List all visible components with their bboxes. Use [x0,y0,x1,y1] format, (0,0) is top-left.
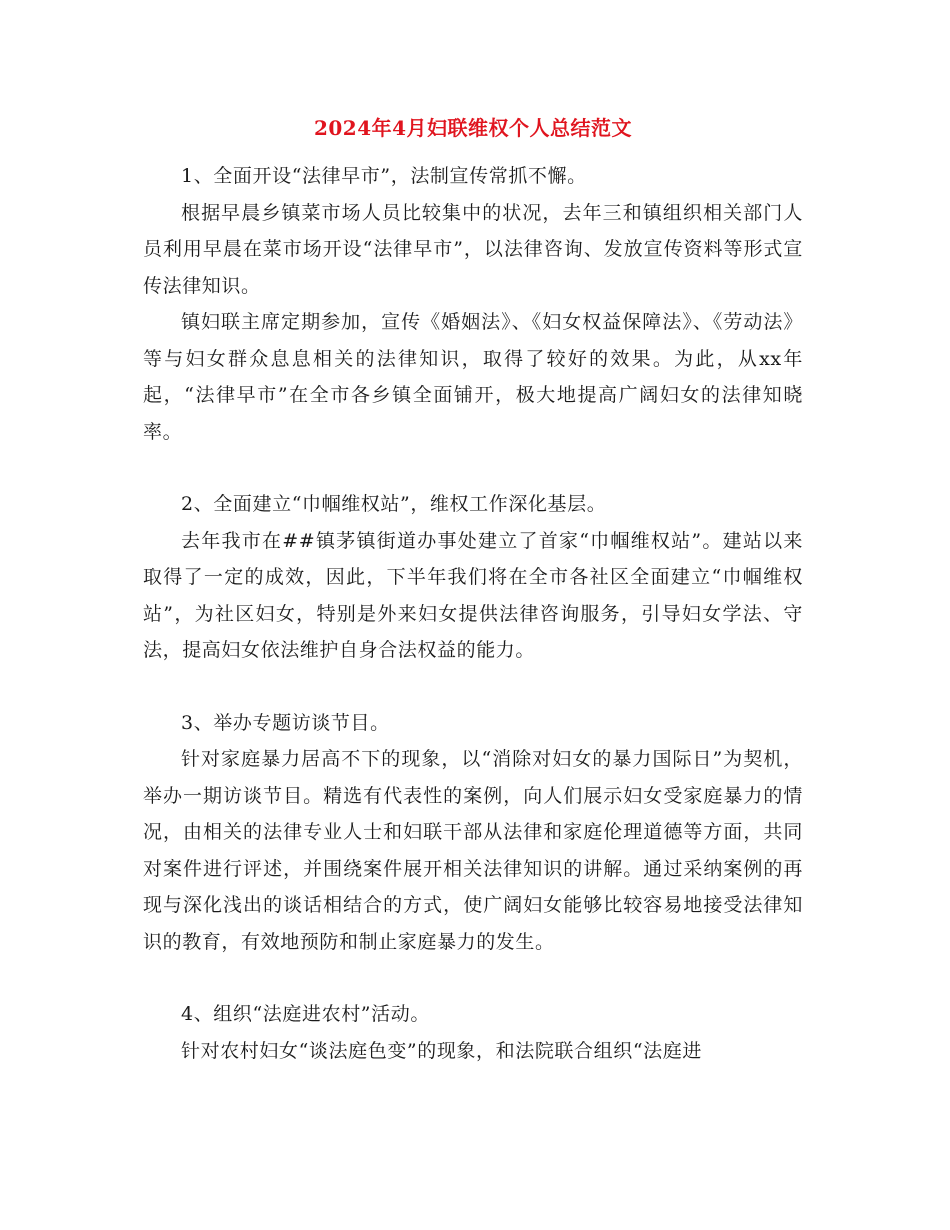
section-2 [143,486,803,669]
section-gap [143,960,803,996]
section-heading: 4、组织“法庭进农村”活动。 [181,1003,430,1025]
section-gap [143,450,803,486]
section-heading: 1、全面开设“法律早市”，法制宣传常抓不懈。 [181,165,587,187]
document-page [143,112,803,1069]
section-gap [143,669,803,705]
section-3 [143,705,803,961]
paragraph: 针对家庭暴力居高不下的现象，以“消除对妇女的暴力国际日”为契机，举办一期访谈节目。精选有代表性的案例，向人们展示妇女受家庭暴力的情况，由相关的法律专业人士和妇联干部从法律和家庭伦理道德等方面，共同对案件进行评述，并围绕案件展开相关法律知识的讲解。通过采纳案例的再现与深化浅出的谈话相结合的方式，使广阔妇女能够比较容易地接受法律知识的教育，有效地预防和制止家庭暴力的发生。 [143,748,803,953]
document-title: 2024年4月妇联维权个人总结范文 [313,116,633,140]
section-4 [143,996,803,1069]
paragraph: 根据早晨乡镇菜市场人员比较集中的状况，去年三和镇组织相关部门人员利用早晨在菜市场开设“法律早市”，以法律咨询、发放宣传资料等形式宣传法律知识。 [143,201,803,297]
section-heading: 2、全面建立“巾帼维权站”，维权工作深化基层。 [181,493,607,515]
section-1 [143,158,803,450]
paragraph: 针对农村妇女“谈法庭色变”的现象，和法院联合组织“法庭进 [181,1039,702,1062]
paragraph: 镇妇联主席定期参加，宣传《婚姻法》、《妇女权益保障法》、《劳动法》等与妇女群众息息相关的法律知识，取得了较好的效果。为此，从xx年起，“法律早市”在全市各乡镇全面铺开，极大地提高广阔妇女的法律知晓率。 [143,311,803,443]
section-heading: 3、举办专题访谈节目。 [181,711,390,734]
paragraph: 去年我市在##镇茅镇街道办事处建立了首家“巾帼维权站”。建站以来取得了一定的成效，因此，下半年我们将在全市各社区全面建立“巾帼维权站”，为社区妇女，特别是外来妇女提供法律咨询服务，引导妇女学法、守法，提高妇女依法维护自身合法权益的能力。 [143,529,803,661]
